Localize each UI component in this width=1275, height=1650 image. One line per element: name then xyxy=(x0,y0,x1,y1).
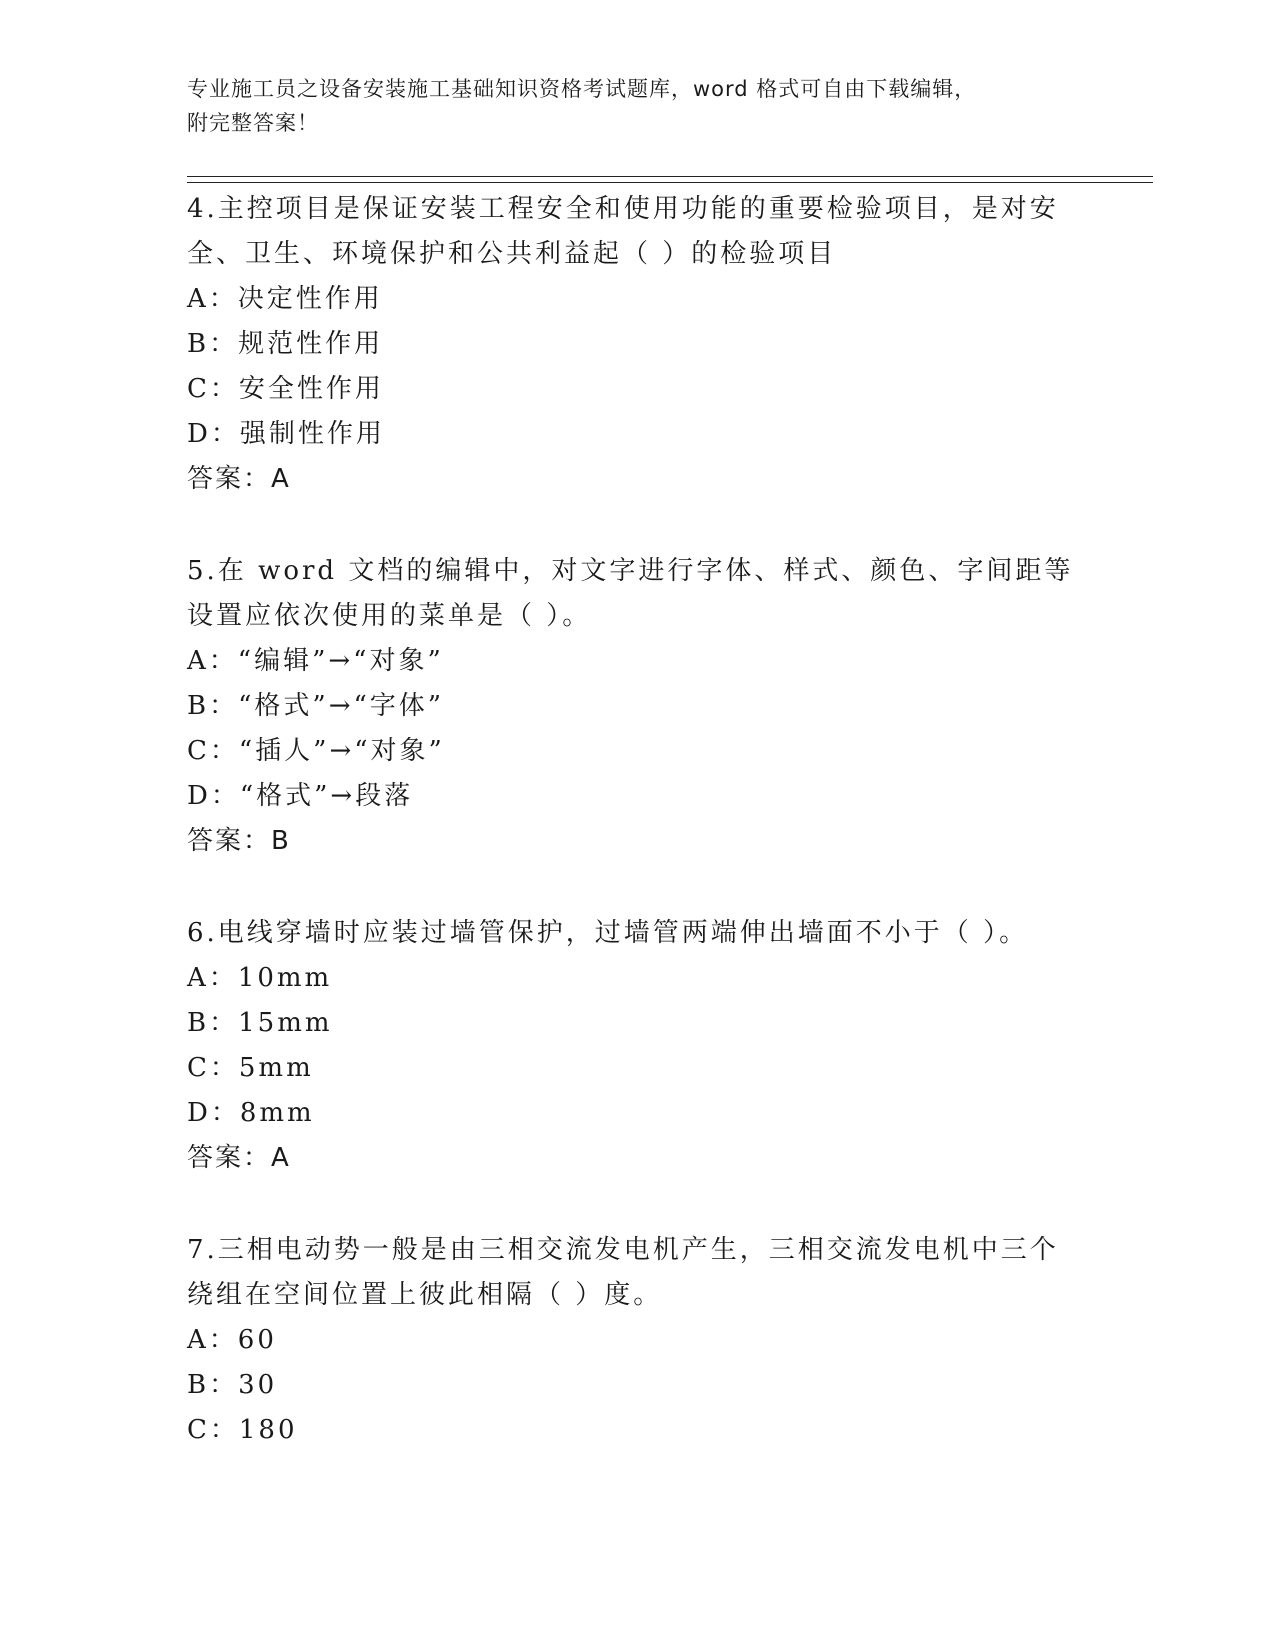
option-c: C：“插人”→“对象” xyxy=(187,736,445,766)
answer-label: 答案：B xyxy=(187,826,291,856)
header-divider-top xyxy=(187,176,1153,177)
question-7 xyxy=(187,1228,1087,1453)
question-text: 5.在 word 文档的编辑中，对文字进行字体、样式、颜色、字间距等设置应依次使用的菜单是（ ）。 xyxy=(187,556,1074,631)
header-line-2: 附完整答案！ xyxy=(187,111,319,135)
option-a: A：“编辑”→“对象” xyxy=(187,646,444,676)
header-line-1: 专业施工员之设备安装施工基础知识资格考试题库，word 格式可自由下载编辑， xyxy=(187,77,977,101)
option-b: B：“格式”→“字体” xyxy=(187,691,445,721)
option-c: C：5mm xyxy=(187,1053,314,1083)
question-text: 6.电线穿墙时应装过墙管保护，过墙管两端伸出墙面不小于（ ）。 xyxy=(187,918,1029,948)
header-divider-bottom xyxy=(187,182,1153,183)
option-b: B：30 xyxy=(187,1370,278,1400)
question-list xyxy=(187,187,1087,1500)
option-c: C：安全性作用 xyxy=(187,374,384,404)
answer-label: 答案：A xyxy=(187,1143,291,1173)
option-d: D：“格式”→段落 xyxy=(187,781,414,811)
question-6 xyxy=(187,911,1087,1181)
question-5 xyxy=(187,549,1087,864)
option-d: D：8mm xyxy=(187,1098,315,1128)
option-c: C：180 xyxy=(187,1415,298,1445)
answer-label: 答案：A xyxy=(187,464,291,494)
option-a: A：决定性作用 xyxy=(187,284,383,314)
document-header xyxy=(187,72,1067,140)
question-4 xyxy=(187,187,1087,502)
option-d: D：强制性作用 xyxy=(187,419,385,449)
option-a: A：60 xyxy=(187,1325,277,1355)
option-b: B：规范性作用 xyxy=(187,329,384,359)
option-a: A：10mm xyxy=(187,963,333,993)
question-text: 4.主控项目是保证安装工程安全和使用功能的重要检验项目，是对安全、卫生、环境保护和公共利益起（ ）的检验项目 xyxy=(187,194,1059,269)
option-b: B：15mm xyxy=(187,1008,333,1038)
question-text: 7.三相电动势一般是由三相交流发电机产生，三相交流发电机中三个绕组在空间位置上彼此相隔（ ）度。 xyxy=(187,1235,1059,1310)
